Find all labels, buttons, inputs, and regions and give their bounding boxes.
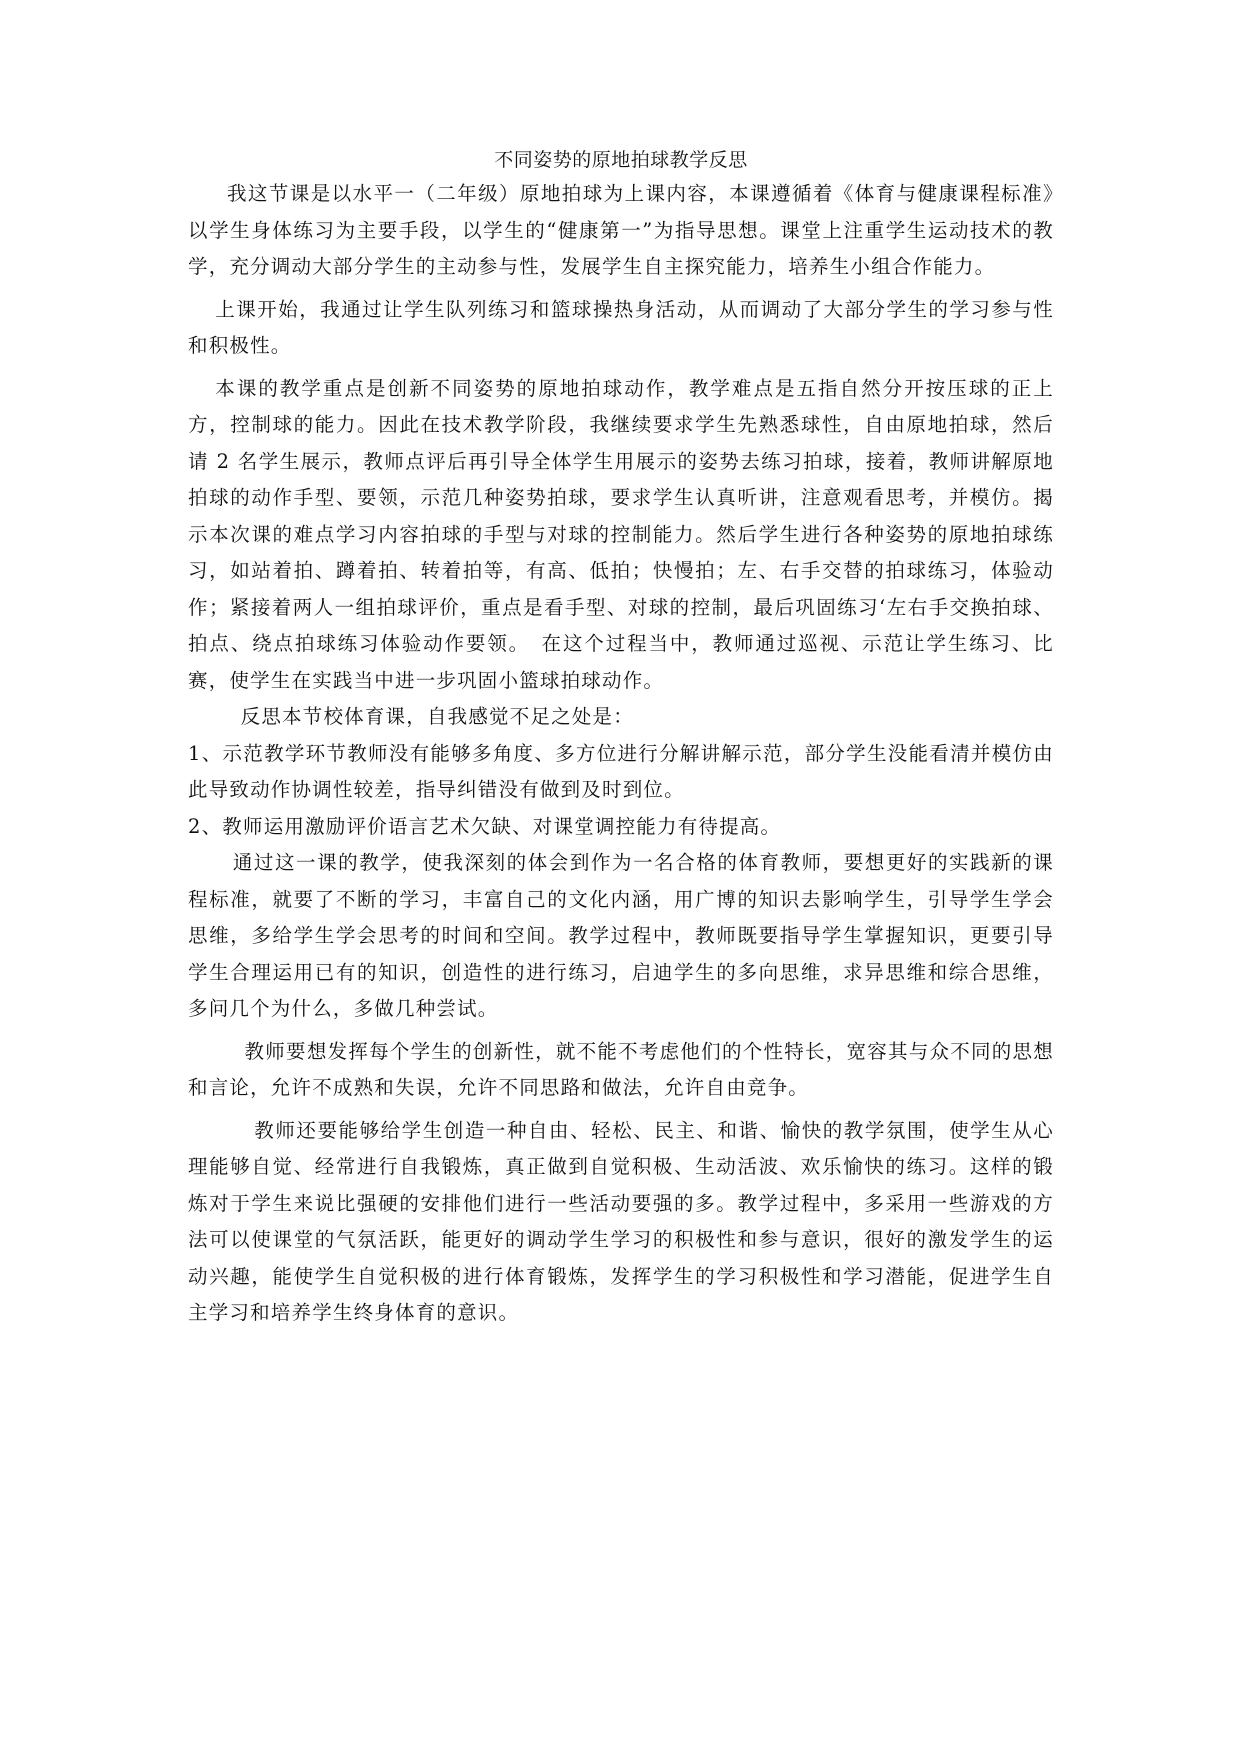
document-title: 不同姿势的原地拍球教学反思 [494,149,748,171]
paragraph-intro: 我这节课是以水平一（二年级）原地拍球为上课内容，本课遵循着《体育与健康课程标准》以学生身体练习为主要手段，以学生的“健康第一”为指导思想。课堂上注重学生运动技术的教学，充分调动大部分学生的主动参与性，发展学生自主探究能力，培养生小组合作能力。 [188,182,1054,278]
paragraph-shortcoming-1: 1、示范教学环节教师没有能够多角度、多方位进行分解讲解示范，部分学生没能看清并模仿由此导致动作协调性较差，指导纠错没有做到及时到位。 [188,741,1054,801]
paragraph-lesson-insight: 通过这一课的教学，使我深刻的体会到作为一名合格的体育教师，要想更好的实践新的课程标准，就要了不断的学习，丰富自己的文化内涵，用广博的知识去影响学生，引导学生学会思维，多给学生学会思考的时间和空间。教学过程中，教师既要指导学生掌握知识，更要引导学生合理运用已有的知识，创造性的进行练习，启迪学生的多向思维，求异思维和综合思维，多问几个为什么，多做几种尝试。 [188,851,1054,1020]
paragraph-reflection-heading: 反思本节校体育课，自我感觉不足之处是： [240,705,634,728]
paragraph-atmosphere: 教师还要能够给学生创造一种自由、轻松、民主、和谐、愉快的教学氛围，使学生从心理能够自觉、经常进行自我锻炼，真正做到自觉积极、生动活波、欢乐愉快的练习。这样的锻炼对于学生来说比强硬的安排他们进行一些活动要强的多。教学过程中，多采用一些游戏的方法可以使课堂的气氛活跃，能更好的调动学生学习的积极性和参与意识，很好的激发学生的运动兴趣，能使学生自觉积极的进行体育锻炼，发挥学生的学习积极性和学习潜能，促进学生自主学习和培养学生终身体育的意识。 [188,1118,1054,1324]
paragraph-shortcoming-2: 2、教师运用激励评价语言艺术欠缺、对课堂调控能力有待提高。 [188,814,782,838]
paragraph-class-start: 上课开始，我通过让学生队列练习和篮球操热身活动，从而调动了大部分学生的学习参与性和积极性。 [188,297,1054,357]
paragraph-teaching-focus: 本课的教学重点是创新不同姿势的原地拍球动作，教学难点是五指自然分开按压球的正上方，控制球的能力。因此在技术教学阶段，我继续要求学生先熟悉球性，自由原地拍球，然后请 2 名学生展示，教师点评后再引导全体学生用展示的姿势去练习拍球，接着，教师讲解原地拍球的动作手型、要领，示范几种姿势拍球，要求学生认真听讲，注意观看思考，并模仿。揭示本次课的难点学习内容拍球的手型与对球的控制能力。然后学生进行各种姿势的原地拍球练习，如站着拍、蹲着拍、转着拍等，有高、低拍；快慢拍；左、右手交替的拍球练习，体验动作；紧接着两人一组拍球评价，重点是看手型、对球的控制，最后巩固练习‘左右手交换拍球、拍点、绕点拍球练习体验动作要领。 在这个过程当中，教师通过巡视、示范让学生练习、比赛，使学生在实践当中进一步巩固小篮球拍球动作。 [188,376,1054,692]
document-body [188,146,1054,1332]
paragraph-creativity: 教师要想发挥每个学生的创新性，就不能不考虑他们的个性特长，宽容其与众不同的思想和言论，允许不成熟和失误，允许不同思路和做法，允许自由竞争。 [188,1039,1054,1099]
